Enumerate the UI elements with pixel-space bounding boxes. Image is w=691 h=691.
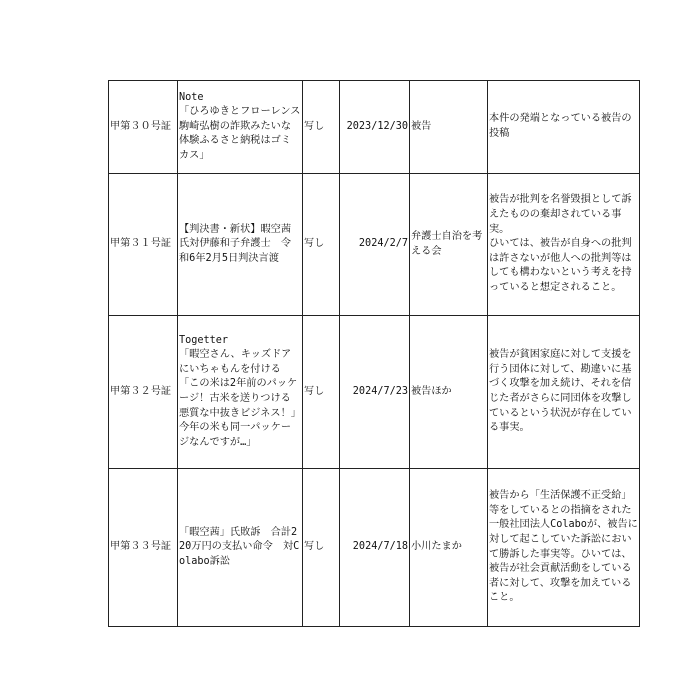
table-row [109,174,640,316]
evidence-title: 【判決書・新状】暇空茜氏対伊藤和子弁護士 令和6年2月5日判決言渡 [178,174,303,316]
evidence-author: 被告ほか [410,316,488,469]
table-row [109,316,640,469]
evidence-type: 写し [303,316,340,469]
evidence-type: 写し [303,81,340,174]
evidence-number: 甲第３２号証 [109,316,178,469]
evidence-date: 2024/7/23 [340,316,410,469]
evidence-type: 写し [303,174,340,316]
evidence-author: 被告 [410,81,488,174]
evidence-title: Note 「ひろゆきとフローレンス駒崎弘樹の詐欺みたいな体験ふるさと納税はゴミカス」 [178,81,303,174]
evidence-number: 甲第３１号証 [109,174,178,316]
evidence-date: 2024/7/18 [340,469,410,627]
evidence-date: 2023/12/30 [340,81,410,174]
evidence-number: 甲第３３号証 [109,469,178,627]
evidence-purpose: 本件の発端となっている被告の投稿 [488,81,640,174]
evidence-title: 「暇空茜」氏敗訴 合計220万円の支払い命令 対Colabo訴訟 [178,469,303,627]
evidence-purpose: 被告が貧困家庭に対して支援を行う団体に対して、勘違いに基づく攻撃を加え続け、それを信じた者がさらに同団体を攻撃しているという状況が存在している事実。 [488,316,640,469]
evidence-author: 小川たまか [410,469,488,627]
table-row [109,81,640,174]
evidence-author: 弁護士自治を考える会 [410,174,488,316]
evidence-purpose: 被告が批判を名誉毀損として訴えたものの棄却されている事実。 ひいては、被告が自身への批判は許さないが他人への批判等はしても構わないという考えを持っていると想定されること。 [488,174,640,316]
evidence-table [108,80,640,627]
evidence-title: Togetter 「暇空さん、キッズドアにいちゃもんを付ける「この米は2年前のパッケージ！古米を送りつける悪質な中抜きビジネス！」今年の米も同一パッケージなんですが…」 [178,316,303,469]
evidence-date: 2024/2/7 [340,174,410,316]
evidence-type: 写し [303,469,340,627]
evidence-number: 甲第３０号証 [109,81,178,174]
table-row [109,469,640,627]
evidence-purpose: 被告から「生活保護不正受給」等をしているとの指摘をされた一般社団法人Colaboが、被告に対して起こしていた訴訟において勝訴した事実等。ひいては、被告が社会貢献活動をしている者に対して、攻撃を加えていること。 [488,469,640,627]
